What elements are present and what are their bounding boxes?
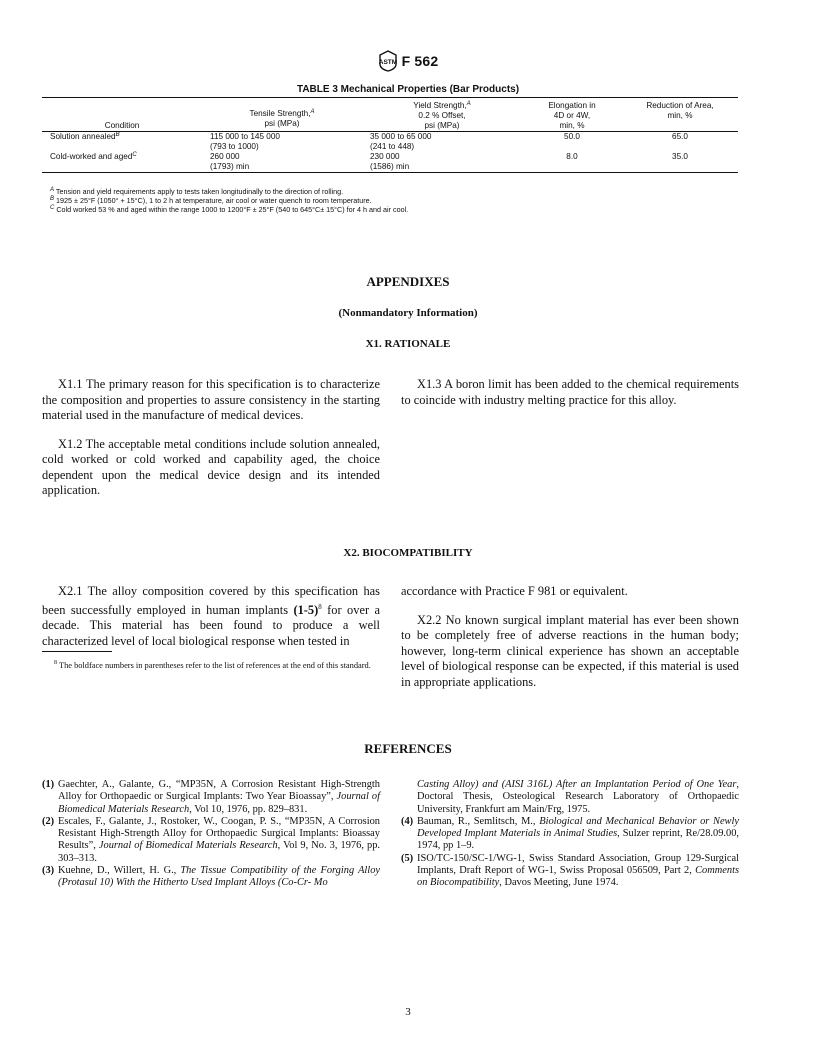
- header-elongation: Elongation in 4D or 4W, min, %: [548, 101, 596, 130]
- paragraph-x1-1: X1.1 The primary reason for this specification is to characterize the composition and properties to assure consistency in the starting material used in the manufacture of medical devices.: [42, 377, 380, 422]
- paragraph-x1-3: X1.3 A boron limit has been added to the chemical requirements to coincide with industry melting practice for this alloy.: [401, 377, 739, 407]
- header-tensile-strength: Tensile Strength,$^A$ psi (MPa): [249, 109, 315, 128]
- table-row: [42, 152, 738, 173]
- header-reduction-of-area: Reduction of Area, min, %: [646, 101, 714, 120]
- x1-title: X1. RATIONALE: [365, 338, 451, 350]
- reference-item-continued: Casting Alloy) and (AISI 316L) After an Implantation Period of One Year, Doctoral Thesis, Osteological Research Laboratory of Orthopaedic University, Frankfurt am Main/Frg, 1975.: [417, 779, 739, 815]
- table-row: [42, 132, 738, 152]
- paragraph-x2-1: X2.1 The alloy composition covered by this specification has been successfully employed in human implants $(1-5)^8$ for over a decade. This material has been found to produce a well characterized level of local biological response when tested in: [42, 584, 380, 648]
- reference-item: (2) Escales, F., Galante, J., Rostoker, W., Coogan, P. S., “MP35N, A Corrosion Resistant High-Strength Alloy for Orthopaedic Surgical Implants: Bioassay Results”, Journal of Biomedical Materials Research, Vol 9, No. 3, 1976, pp. 303–313.: [42, 815, 380, 864]
- row-reduction: 65.0: [672, 132, 688, 141]
- header-condition: Condition: [104, 121, 140, 130]
- row-yield: 35 000 to 65 000 (241 to 448): [370, 132, 432, 151]
- svg-text:ASTM: ASTM: [378, 59, 397, 66]
- table-header-row: [42, 101, 738, 132]
- references-title: REFERENCES: [364, 741, 452, 756]
- footnote-8: $^8$ The boldface numbers in parentheses refer to the list of references at the end of this standard.: [54, 660, 371, 670]
- reference-item: (3) Kuehne, D., Willert, H. G., The Tissue Compatibility of the Forging Alloy (Protasul 10) With the Hitherto Used Implant Alloys (Co-Cr- Mo: [42, 865, 380, 889]
- table-footnote: $^A$ Tension and yield requirements apply to tests taken longitudinally to the direction of rolling.: [50, 187, 344, 196]
- table-title: TABLE 3 Mechanical Properties (Bar Products): [296, 84, 520, 95]
- reference-item: (5) ISO/TC-150/SC-1/WG-1, Swiss Standard Association, Group 129-Surgical Implants, Draft Report of WG-1, Swiss Proposal 056509, Part 2, Comments on Biocompatibility, Davos Meeting, June 1974.: [401, 852, 739, 889]
- x2-title: X2. BIOCOMPATIBILITY: [343, 547, 473, 559]
- header-yield-strength: Yield Strength,$^A$ 0.2 % Offset, psi (MPa): [413, 101, 471, 130]
- row-condition: Cold-worked and aged$^C$: [50, 152, 137, 161]
- table-footnote: $^B$ 1925 ± 25°F (1050° + 15°C), 1 to 2 h at temperature, air cool or water quench to room temperature.: [50, 196, 372, 206]
- mechanical-properties-table: [42, 101, 738, 173]
- paragraph-x2-2: X2.2 No known surgical implant material has ever been shown to be completely free of adverse reactions in the human body; however, long-term clinical experience has shown an acceptable level of biological response can be expected, if this material is used in appropriate applications.: [401, 612, 739, 689]
- paragraph-x1-2: X1.2 The acceptable metal conditions include solution annealed, cold worked or cold worked and capability aged, the choice dependent upon the medical device design and its intended application.: [42, 436, 380, 497]
- row-elongation: 50.0: [564, 132, 580, 141]
- appendixes-subtitle: (Nonmandatory Information): [338, 307, 478, 319]
- document-header: [0, 50, 816, 72]
- references-right-column: [401, 779, 739, 890]
- x1-right-column: [401, 377, 739, 421]
- paragraph-x2-1-continued: accordance with Practice F 981 or equivalent.: [401, 584, 628, 598]
- x1-left-column: [42, 377, 380, 512]
- x2-right-column: [401, 584, 739, 703]
- reference-item: (4) Bauman, R., Semlitsch, M., Biological and Mechanical Behavior or Newly Developed Implant Materials in Animal Studies, Sulzer reprint, Re/28.09.00, 1974, pp 1–9.: [401, 815, 740, 852]
- astm-logo-icon: [378, 50, 398, 72]
- row-tensile: 115 000 to 145 000 (793 to 1000): [210, 132, 280, 151]
- row-condition: Solution annealed$^B$: [50, 132, 120, 141]
- table-footnote: $^C$ Cold worked 53 % and aged within the range 1000 to 1200°F ± 25°F (540 to 645°C± 15°C) for 4 h and air cool.: [50, 205, 409, 215]
- appendixes-title: APPENDIXES: [366, 274, 450, 289]
- row-reduction: 35.0: [672, 152, 688, 161]
- row-yield: 230 000 (1586) min: [370, 152, 410, 171]
- row-elongation: 8.0: [566, 152, 578, 161]
- reference-item: (1) Gaechter, A., Galante, G., “MP35N, A Corrosion Resistant High-Strength Alloy for Orthopaedic or Surgical Implants: Two Year Bioassay”, Journal of Biomedical Materials Research, Vol 10, 1976, pp. 829–831.: [42, 779, 381, 815]
- page-number: 3: [405, 1006, 411, 1018]
- row-tensile: 260 000 (1793) min: [210, 152, 250, 171]
- table-top-rule: [42, 97, 738, 98]
- standard-id: F 562: [401, 53, 439, 69]
- footnote-rule: [42, 651, 112, 652]
- references-left-column: [42, 779, 380, 890]
- table-footnotes: [50, 187, 740, 215]
